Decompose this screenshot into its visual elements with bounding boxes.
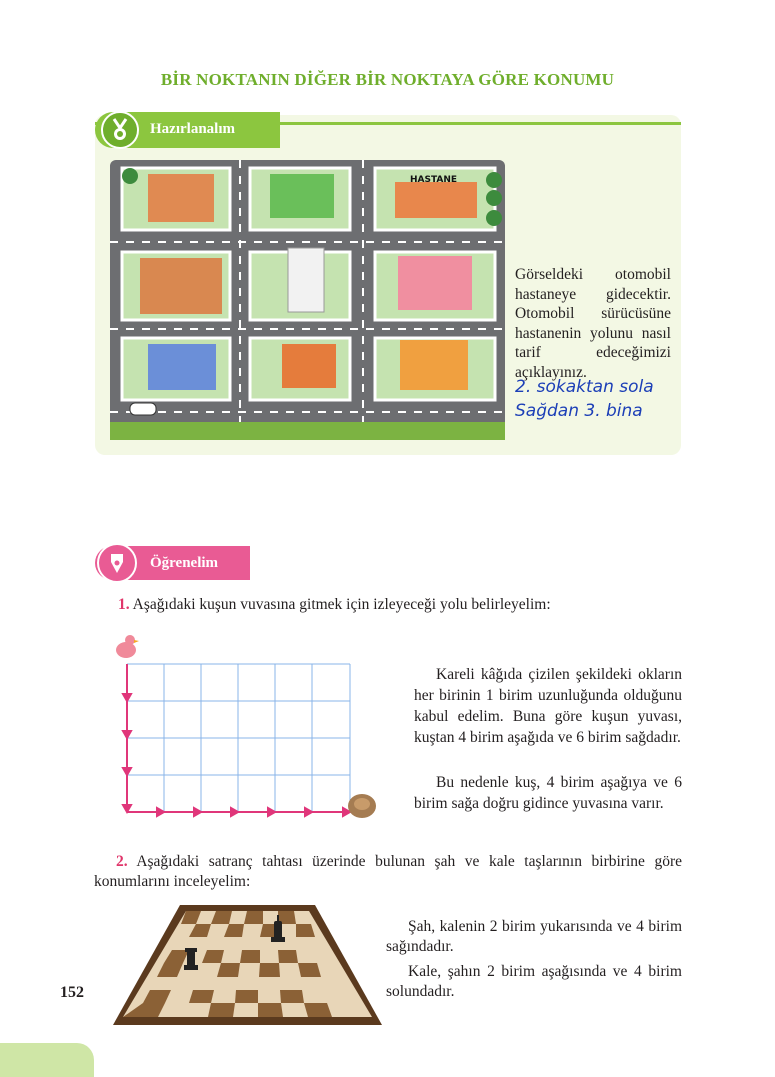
- handwriting-line-1: 2. sokaktan sola: [515, 377, 654, 397]
- learn-label: Öğrenelim: [150, 555, 219, 571]
- page-title: BİR NOKTANIN DİĞER BİR NOKTAYA GÖRE KONUMU: [160, 70, 615, 89]
- handwriting-line-2: Sağdan 3. bina: [515, 401, 643, 421]
- paragraph-4-text: Kale, şahın 2 birim aşağısında ve 4 birim solundadır.: [386, 963, 682, 1000]
- question-2: [94, 852, 682, 892]
- pen-nib-icon: [97, 543, 137, 583]
- question-1-number: 1.: [118, 596, 130, 613]
- hospital-label: HASTANE: [410, 175, 458, 185]
- handwritten-answer: [515, 375, 685, 423]
- paragraph-4: [386, 962, 682, 1002]
- question-2-number: 2.: [116, 853, 128, 870]
- paragraph-3: [386, 917, 682, 957]
- paragraph-2: [414, 772, 682, 814]
- question-1: [118, 596, 551, 614]
- paragraph-3-text: Şah, kalenin 2 birim yukarısında ve 4 birim sağındadır.: [386, 918, 682, 955]
- page-number: 152: [60, 984, 84, 1001]
- chess-board: [110, 905, 385, 1030]
- paragraph-2-text: Bu nedenle kuş, 4 birim aşağıya ve 6 birim sağa doğru gidince yuvasına varır.: [414, 774, 682, 812]
- paragraph-1-text: Kareli kâğıda çizilen şekildeki okların her birinin 1 birim uzunluğunda olduğunu kabul edelim. Buna göre kuşun yuvası, kuştan 4 birim aşağıda ve 6 birim sağdadır.: [414, 666, 682, 746]
- bird-grid: [110, 628, 390, 828]
- question-2-text: Aşağıdaki satranç tahtası üzerinde bulunan şah ve kale taşlarının birbirine göre konumlarını inceleyelim:: [94, 853, 682, 890]
- city-map: [110, 160, 505, 440]
- prepare-label: Hazırlanalım: [150, 121, 235, 137]
- paragraph-1: [414, 664, 682, 748]
- medal-icon: [101, 111, 139, 149]
- prepare-text: Görseldeki otomobil hastaneye gidecektir. Otomobil sürücüsüne hastanenin yolunu nasıl tarif edeceğimizi açıklayınız.: [515, 266, 671, 381]
- question-1-text: Aşağıdaki kuşun vuvasına gitmek için izleyeceği yolu belirleyelim:: [132, 596, 551, 613]
- footer-tab: [0, 1043, 94, 1077]
